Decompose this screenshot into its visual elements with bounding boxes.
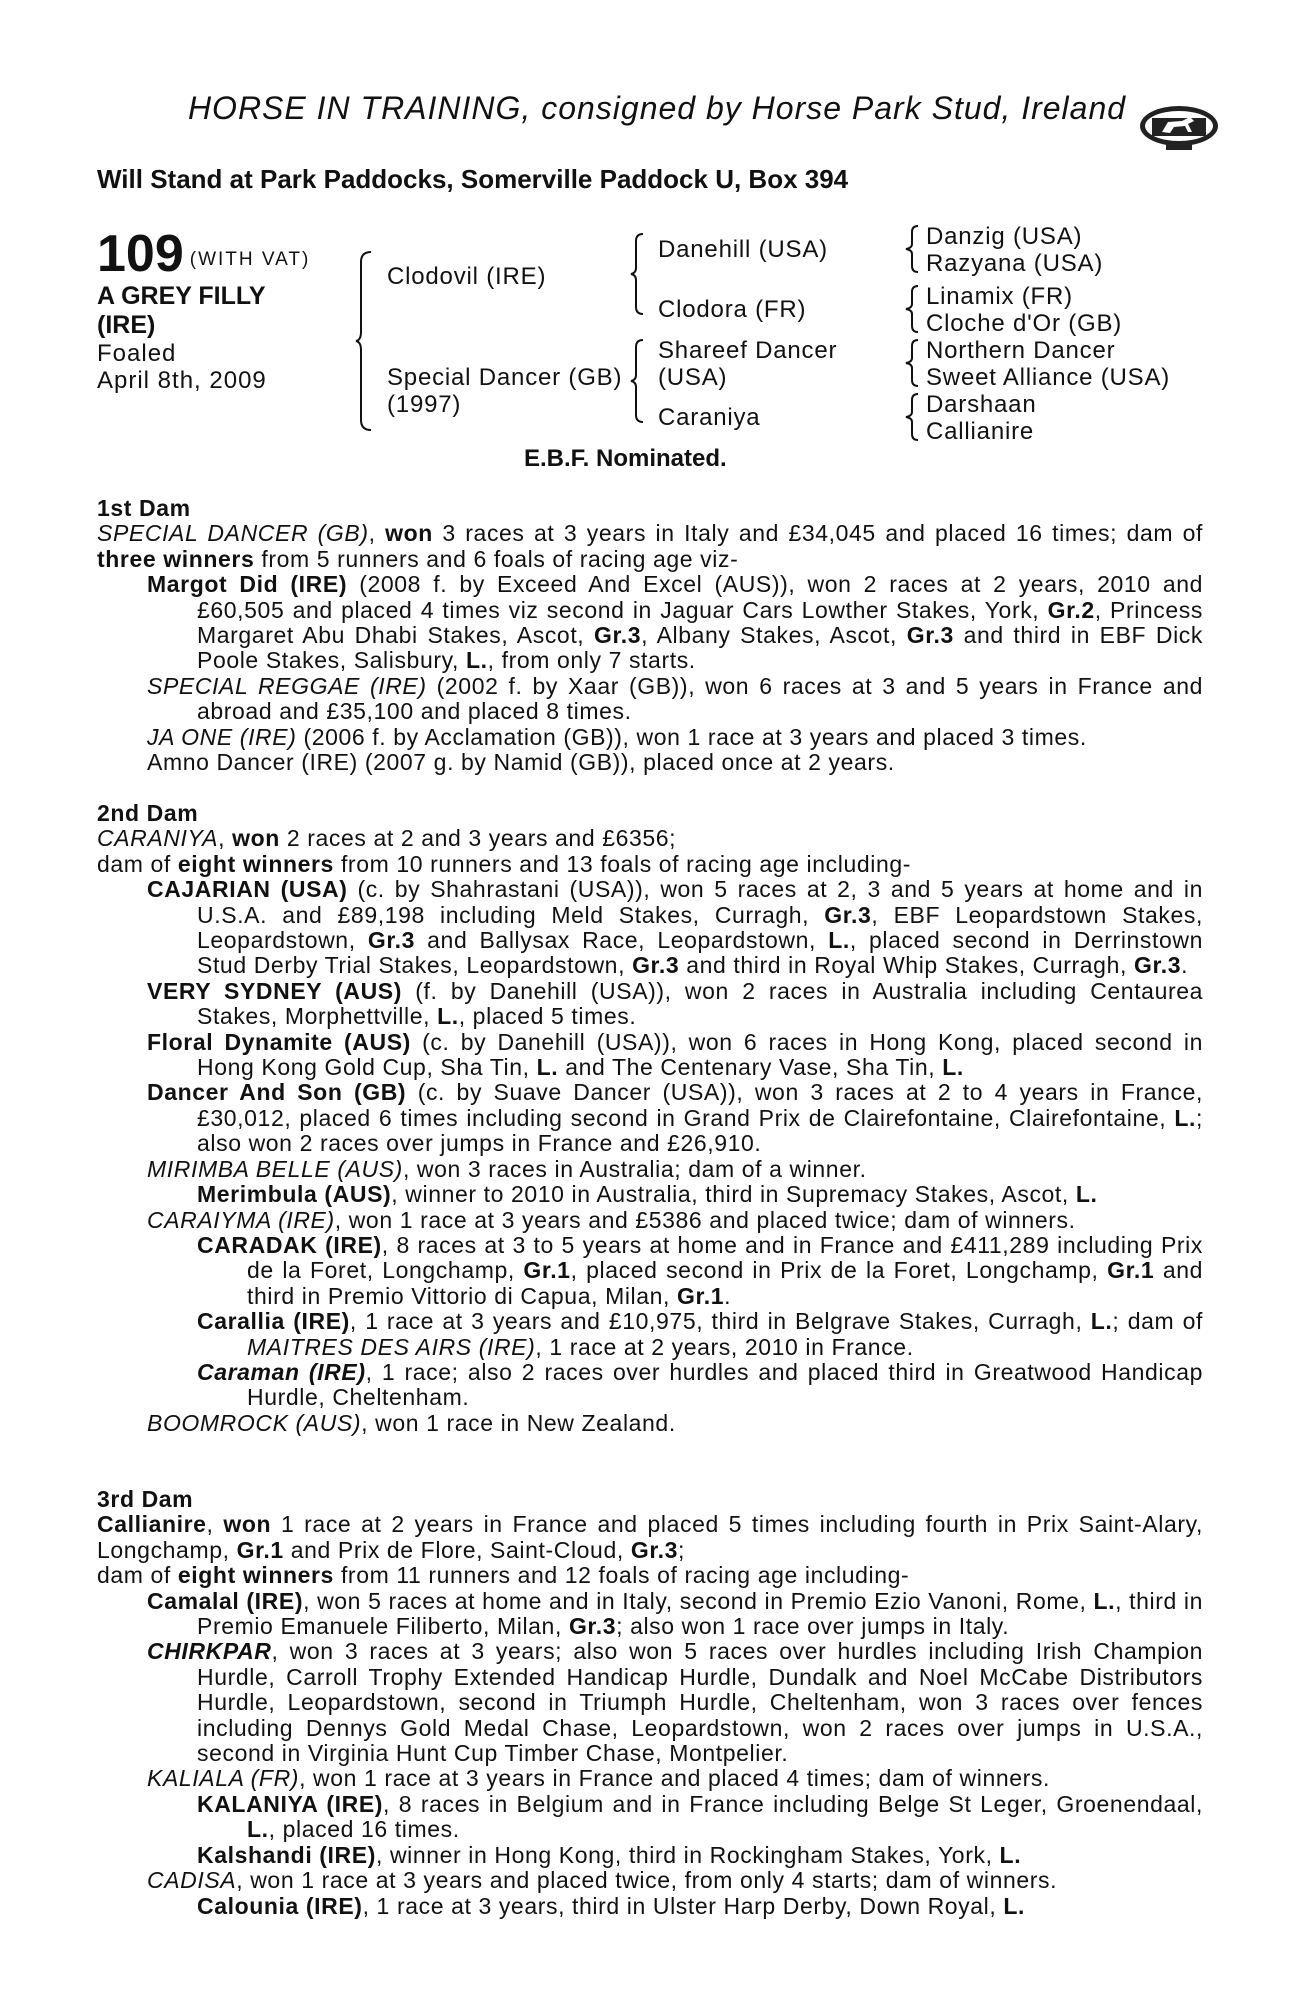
pedigree-sire-dam: Clodora (FR) (658, 296, 807, 323)
pedigree-sd-sire: Linamix (FR) (926, 283, 1073, 310)
pedigree-ss-dam: Razyana (USA) (926, 250, 1104, 277)
pedigree-dam-sire-country: (USA) (658, 364, 728, 391)
pedigree-dam: Special Dancer (GB) (387, 364, 623, 391)
pedigree-dam-sire: Shareef Dancer (658, 337, 838, 364)
stand-location: Will Stand at Park Paddocks, Somerville Paddock U, Box 394 (97, 164, 849, 194)
section-heading: 1st Dam (97, 495, 191, 521)
lot-number: 109 (WITH VAT) (97, 225, 311, 283)
section-heading: 2nd Dam (97, 800, 199, 826)
third-dam-section: 3rd Dam Callianire, won 1 race at 2 years in France and placed 5 times including fourth in Prix Saint-Alary, Longchamp, Gr.1 and Prix de Flore, Saint-Cloud, Gr.3; dam of eight winners from 11 runners and 12 foals of racing age including- Camalal (IRE), won 5 races at home and in Italy, second in Premio Ezio Vanoni, Rome, L., third in Premio Emanuele Filiberto, Milan, Gr.3; also won 1 race over jumps in Italy. CHIRKPAR, won 3 races at 3 years; also won 5 races over hurdles including Irish Champion Hurdle, Carroll Trophy Extended Handicap Hurdle, Dundalk and Noel McCabe Distributors Hurdle, Leopardstown, second in Triumph Hurdle, Cheltenham, won 3 races over fences including Dennys Gold Medal Chase, Leopardstown, won 2 races over jumps in U.S.A., second in Virginia Hunt Cup Timber Chase, Montpelier. KALIALA (FR), won 1 race at 3 years in France and placed 4 times; dam of winners. KALANIYA (IRE), 8 races in Belgium and in France including Belge St Leger, Groenendaal, L., placed 16 times. Kalshandi (IRE), winner in Hong Kong, third in Rockingham Stakes, York, L. CADISA, won 1 race at 3 years and placed twice, from only 4 starts; dam of winners. Calounia (IRE), 1 race at 3 years, third in Ulster Harp Derby, Down Royal, L. (97, 1486, 1203, 1919)
first-dam-section: 1st Dam SPECIAL DANCER (GB), won 3 races at 3 years in Italy and £34,045 and placed 16 times; dam of three winners from 5 runners and 6 foals of racing age viz- Margot Did (IRE) (2008 f. by Exceed And Excel (AUS)), won 2 races at 2 years, 2010 and £60,505 and placed 4 times viz second in Jaguar Cars Lowther Stakes, York, Gr.2, Princess Margaret Abu Dhabi Stakes, Ascot, Gr.3, Albany Stakes, Ascot, Gr.3 and third in EBF Dick Poole Stakes, Salisbury, L., from only 7 starts. SPECIAL REGGAE (IRE) (2002 f. by Xaar (GB)), won 6 races at 3 and 5 years in France and abroad and £35,100 and placed 8 times. JA ONE (IRE) (2006 f. by Acclamation (GB)), won 1 race at 3 years and placed 3 times. Amno Dancer (IRE) (2007 g. by Namid (GB)), placed once at 2 years. (97, 495, 1204, 776)
pedigree-brace-icon (630, 232, 646, 316)
pedigree-dam-dam: Caraniya (658, 404, 761, 431)
pedigree-brace-icon (905, 392, 921, 442)
pedigree-sire: Clodovil (IRE) (387, 263, 547, 290)
pedigree-brace-icon (355, 250, 375, 432)
ebf-nominated: E.B.F. Nominated. (524, 445, 727, 472)
pedigree-brace-icon (630, 338, 646, 424)
sales-bonus-logo-icon (1138, 100, 1220, 152)
second-dam-section: 2nd Dam CARANIYA, won 2 races at 2 and 3 years and £6356; dam of eight winners from 10 runners and 13 foals of racing age including- CAJARIAN (USA) (c. by Shahrastani (USA)), won 5 races at 2, 3 and 5 years at home and in U.S.A. and £89,198 including Meld Stakes, Curragh, Gr.3, EBF Leopardstown Stakes, Leopardstown, Gr.3 and Ballysax Race, Leopardstown, L., placed second in Derrinstown Stud Derby Trial Stakes, Leopardstown, Gr.3 and third in Royal Whip Stakes, Curragh, Gr.3. VERY SYDNEY (AUS) (f. by Danehill (USA)), won 2 races in Australia including Centaurea Stakes, Morphettville, L., placed 5 times. Floral Dynamite (AUS) (c. by Danehill (USA)), won 6 races in Hong Kong, placed second in Hong Kong Gold Cup, Sha Tin, L. and The Centenary Vase, Sha Tin, L. Dancer And Son (GB) (c. by Suave Dancer (USA)), won 3 races at 2 to 4 years in France, £30,012, placed 6 times including second in Grand Prix de Clairefontaine, Clairefontaine, L.; also won 2 races over jumps in France and £26,910. MIRIMBA BELLE (AUS), won 3 races in Australia; dam of a winner. Merimbula (AUS), winner to 2010 in Australia, third in Supremacy Stakes, Ascot, L. CARAIYMA (IRE), won 1 race at 3 years and £5386 and placed twice; dam of winners. CARADAK (IRE), 8 races at 3 to 5 years at home and in France and £411,289 including Prix de la Foret, Longchamp, Gr.1, placed second in Prix de la Foret, Longchamp, Gr.1 and third in Premio Vittorio di Capua, Milan, Gr.1. Carallia (IRE), 1 race at 3 years and £10,975, third in Belgrave Stakes, Curragh, L.; dam of MAITRES DES AIRS (IRE), 1 race at 2 years, 2010 in France. Caraman (IRE), 1 race; also 2 races over hurdles and placed third in Greatwood Handicap Hurdle, Cheltenham. BOOMROCK (AUS), won 1 race in New Zealand. (97, 800, 1204, 1436)
pedigree-sd-dam: Cloche d'Or (GB) (926, 310, 1123, 337)
pedigree-ds-dam: Sweet Alliance (USA) (926, 364, 1171, 391)
section-heading: 3rd Dam (97, 1486, 194, 1512)
pedigree-dd-sire: Darshaan (926, 391, 1037, 418)
pedigree-ss-sire: Danzig (USA) (926, 223, 1083, 250)
pedigree-brace-icon (905, 338, 921, 388)
foaled-info: Foaled April 8th, 2009 (97, 340, 267, 394)
catalogue-page-title: HORSE IN TRAINING, consigned by Horse Park Stud, Ireland (187, 90, 1127, 126)
pedigree-dd-dam: Callianire (926, 418, 1035, 445)
pedigree-brace-icon (905, 224, 921, 274)
pedigree-dam-year: (1997) (387, 391, 462, 418)
pedigree-brace-icon (905, 284, 921, 334)
pedigree-sire-sire: Danehill (USA) (658, 236, 828, 263)
lot-description: A GREY FILLY (IRE) (97, 282, 266, 339)
pedigree-ds-sire: Northern Dancer (926, 337, 1116, 364)
vat-note: (WITH VAT) (189, 249, 311, 270)
